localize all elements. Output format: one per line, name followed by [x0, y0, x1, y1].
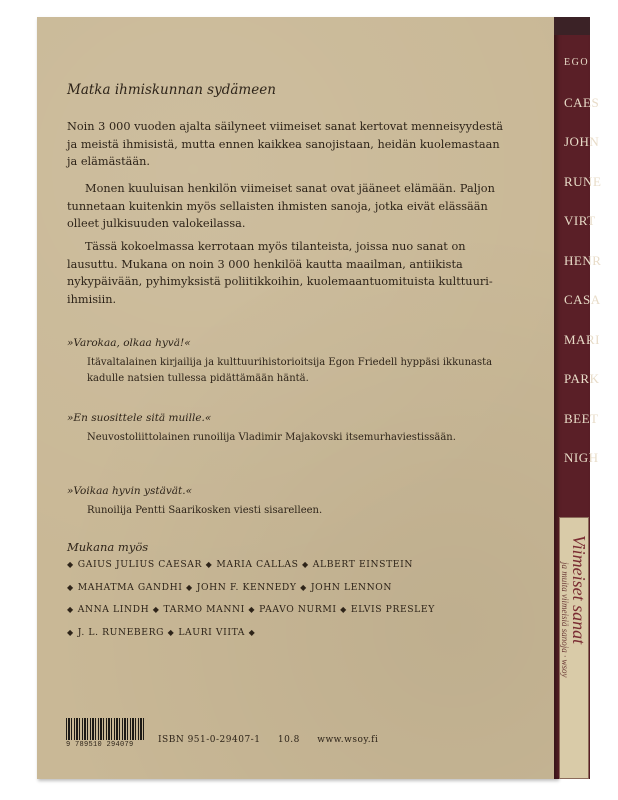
also-included-label: Mukana myös [67, 540, 149, 554]
spine-top-band [554, 17, 590, 35]
spine-name: EGO [564, 57, 590, 68]
names-list [67, 554, 507, 644]
spine-name: RUNE [564, 173, 602, 189]
bullet: ◆ [248, 627, 256, 637]
person-name: TARMO MANNI [163, 604, 245, 615]
quote-text: »Voikaa hyvin ystävät.« [67, 485, 193, 497]
spine-name: CAES [564, 94, 600, 110]
bullet: ◆ [67, 582, 74, 592]
cover-heading: Matka ihmiskunnan sydämeen [67, 82, 276, 98]
bullet: ◆ [186, 582, 193, 592]
body-paragraph: Tässä kokoelmassa kerrotaan myös tilanteista, joissa nuo sanat on lausuttu. Mukana on noin 3 000 henkilöä kautta maailman, antiikista nykypäivään, pyhimyksistä poliitikkoihin, kuolemaantuomituista kulttuuri-ihmisiin. [67, 240, 493, 306]
intro-paragraph: Noin 3 000 vuoden ajalta säilyneet viimeiset sanat kertovat menneisyydestä ja meistä ihmisistä, mutta ennen kaikkea sanojistaan, heidän kuolemastaan ja elämästään. [67, 120, 503, 168]
spine-title: Viimeiset sanat [569, 535, 589, 645]
quote-attribution: Neuvostoliittolainen runoilija Vladimir Majakovski itsemurhaviestissään. [87, 432, 456, 443]
person-name: GAIUS JULIUS CAESAR [77, 559, 203, 570]
bullet: ◆ [205, 560, 213, 569]
publisher-website: www.wsoy.fi [317, 735, 379, 745]
cover-footer [158, 735, 392, 745]
bullet: ◆ [302, 560, 309, 569]
person-name: JOHN LENNON [310, 581, 393, 593]
quote-attribution: Itävaltalainen kirjailija ja kulttuurihistorioitsija Egon Friedell hyppäsi ikkunasta kadulle natsien tullessa pidättämään häntä. [87, 357, 493, 384]
spine-name: VIRT [564, 213, 596, 228]
quote-text: »En suosittele sitä muille.« [67, 412, 212, 424]
spine-subtitle: ja muita viimeisiä sanoja · wsoy [560, 562, 570, 678]
book-spine [554, 17, 602, 779]
barcode [66, 718, 146, 740]
person-name: J. L. RUNEBERG [77, 626, 165, 638]
classification: 10.8 [277, 735, 300, 745]
bullet: ◆ [152, 605, 160, 614]
person-name: ANNA LINDH [77, 604, 150, 615]
spine-name: CASA [564, 292, 601, 307]
person-name: ALBERT EINSTEIN [312, 559, 413, 570]
spine-name: HENR [564, 252, 602, 268]
names-row [67, 622, 507, 645]
person-name: JOHN F. KENNEDY [196, 581, 297, 593]
bullet: ◆ [340, 605, 347, 614]
spine-name: JOHN [564, 134, 600, 149]
names-row [67, 599, 507, 622]
barcode-digits: 9 789510 294079 [66, 741, 134, 749]
spine-name: PARK [564, 371, 600, 386]
spine-name: NIGH [564, 450, 599, 465]
person-name: LAURI VIITA [178, 626, 246, 638]
bullet: ◆ [300, 582, 307, 592]
person-name: MARIA CALLAS [216, 559, 299, 570]
names-row [67, 554, 507, 577]
person-name: MAHATMA GANDHI [77, 581, 183, 593]
names-row [67, 577, 507, 600]
bullet: ◆ [167, 627, 175, 637]
bullet: ◆ [67, 627, 74, 637]
bullet: ◆ [248, 605, 256, 614]
person-name: ELVIS PRESLEY [350, 604, 435, 615]
person-name: PAAVO NURMI [259, 604, 337, 615]
bullet: ◆ [67, 560, 74, 569]
quote-text: »Varokaa, olkaa hyvä!« [67, 337, 191, 349]
spine-name: BEET [564, 410, 599, 426]
body-paragraph: Monen kuuluisan henkilön viimeiset sanat ovat jääneet elämään. Paljon tunnetaan kuitenkin myös sellaisten ihmisten sanoja, jotka eivät elässään olleet julkisuuden valokeilassa. [67, 182, 495, 230]
spine-name: MARI [564, 331, 600, 347]
quote-attribution: Runoilija Pentti Saarikosken viesti sisarelleen. [87, 505, 323, 516]
spine-name-list [564, 43, 601, 478]
isbn: ISBN 951-0-29407-1 [158, 735, 261, 745]
bullet: ◆ [67, 605, 74, 614]
